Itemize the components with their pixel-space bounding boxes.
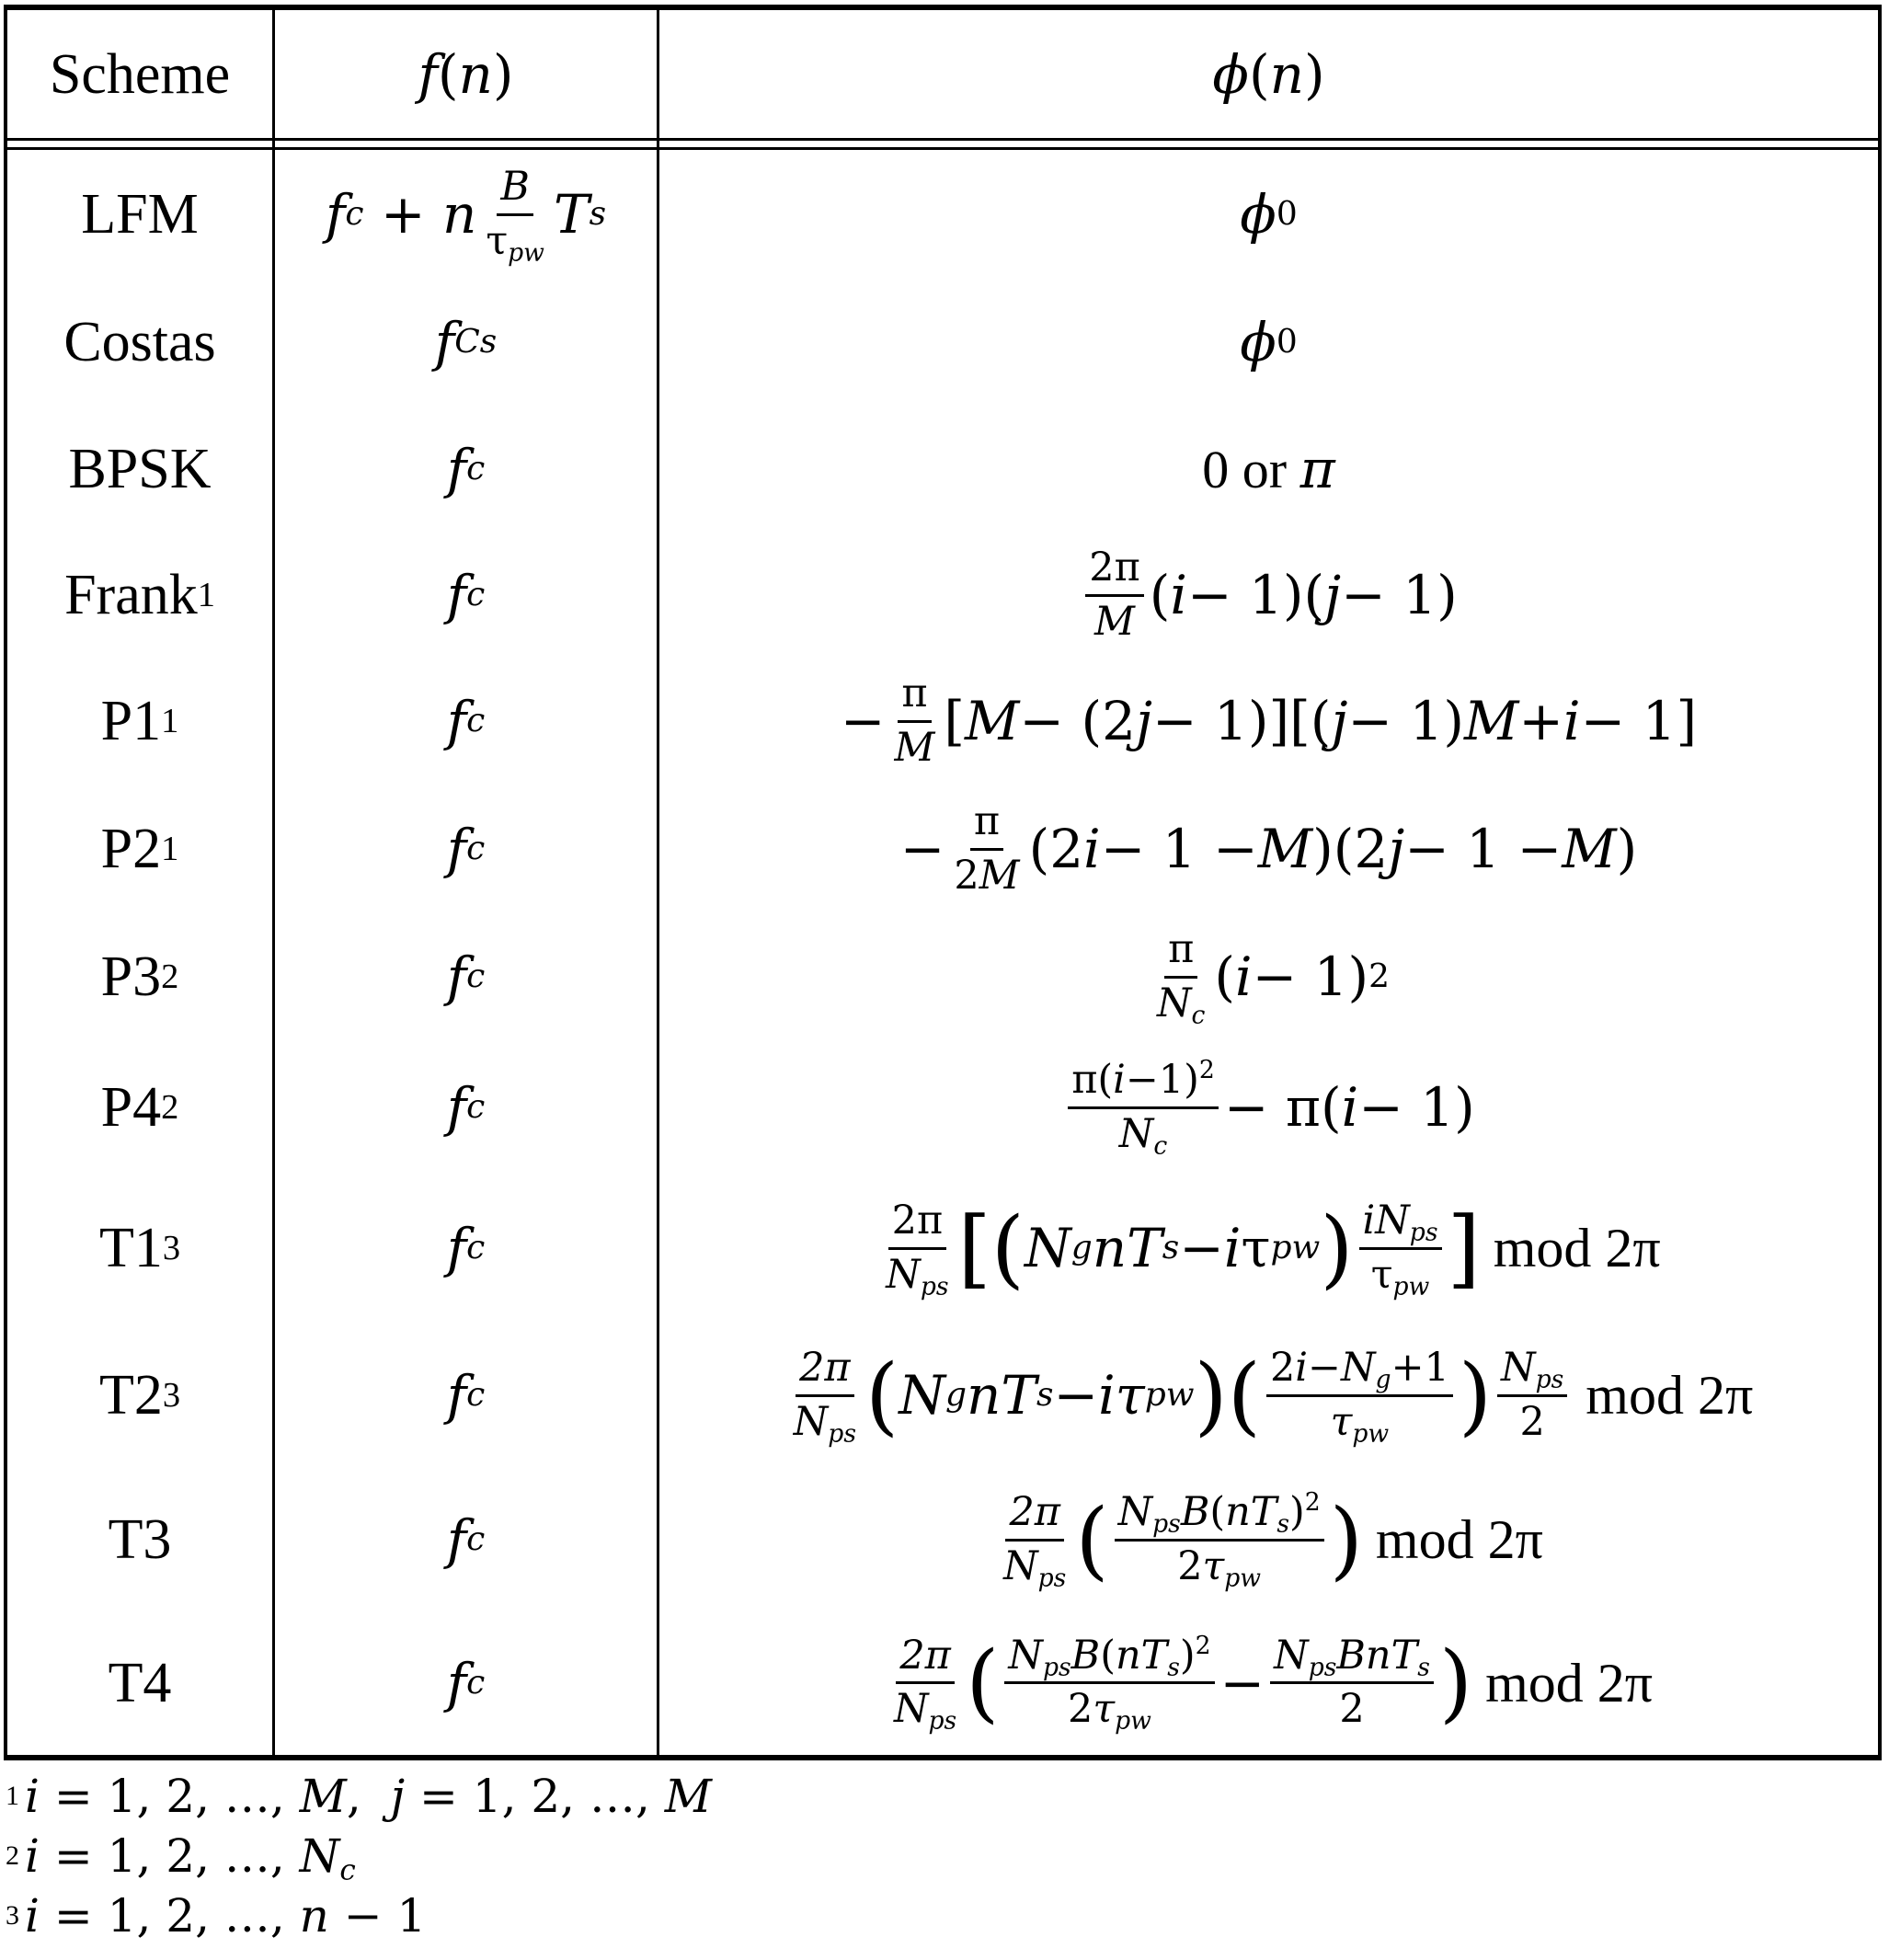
row-phi-lfm: ϕ 0 [1240,183,1298,246]
footnote-3: 3 i = 1, 2, …, n − 1 [6,1888,427,1943]
row-phi-t4: $\frac{2\pi}{N_{ps}}$ ( $\frac{N_{ps}B(nT_s)^2}{2\tau_{pw}}$ − $\frac{N_{ps}BnT_s}{2}$ ) mod 2π [893,1631,1654,1736]
row-phi-bpsk: 0 or π [1202,437,1335,500]
row-scheme-lfm: LFM [81,183,199,246]
table-border-right [1878,5,1882,1760]
row-scheme-costas: Costas [63,311,216,373]
row-f-t1: f c [446,1217,486,1279]
row-f-lfm: f c + n $\frac{B}{\tau_{pw}}$ T s [325,164,607,267]
row-f-frank: f c [446,564,486,626]
header-divider-upper [4,138,1882,141]
row-scheme-bpsk: BPSK [68,438,212,500]
row-phi-frank: $\frac{2\pi}{M}$ ( i − 1)( j − 1) [659,533,1878,658]
table-border-bottom [4,1755,1882,1760]
row-scheme-t4: T4 [108,1651,172,1714]
footnote-1: 1 i = 1, 2, …, M, j = 1, 2, …, M [6,1769,712,1823]
row-phi-p2: − $\frac{\pi}{2M}$ (2 i − 1 − M )(2 j − 1 − M ) [899,798,1638,899]
row-phi-t3: $\frac{2\pi}{N_{ps}}$ ( $\frac{N_{ps}B(nT_s)^2}{2\tau_{pw}}$ ) mod 2π [1003,1488,1543,1592]
row-scheme-t1: T1 3 [98,1217,181,1279]
header-scheme: Scheme [49,42,231,106]
row-f-t4: f c [446,1651,486,1714]
row-f-t3: f c [446,1508,486,1571]
header-phi: ϕ ( n ) [1212,42,1325,106]
row-phi-p1: − $\frac{\pi}{M}$ [ M − (2 j − 1)][( j − 1) M + i − 1] [840,671,1698,771]
row-scheme-t3: T3 [108,1508,172,1571]
row-f-p4: f c [446,1076,486,1139]
signal-scheme-table [4,5,1882,1760]
row-phi-t2: $\frac{2\pi}{N_{ps}}$ ( N g nT s − iτ pw ) ( $\frac{2i-N_g+1}{\tau_{pw}}$ ) $\frac{N_{ps}}{2}$ mod 2π [793,1345,1754,1448]
row-phi-t1: $\frac{2\pi}{N_{ps}}$ [ ( N g nT s − i τ pw ) $\frac{iN_{ps}}{\tau_{pw}}$ ] mod 2π [886,1198,1661,1301]
row-f-bpsk: f c [446,438,486,500]
row-scheme-p2: P2 1 [100,818,179,880]
row-scheme-p3: P3 2 [100,946,179,1008]
table-footnotes [6,1766,833,1945]
row-f-p3: f c [446,946,486,1008]
row-scheme-t2: T2 3 [98,1364,181,1427]
row-scheme-frank: Frank 1 [64,564,215,626]
row-f-p2: f c [446,818,486,880]
row-scheme-p4: P4 2 [100,1076,179,1139]
row-phi-p4: $\frac{\pi(i-1)^2}{N_c}$ − π( i − 1) [659,1040,1878,1175]
row-scheme-p1: P1 1 [100,690,179,752]
footnote-2: 2 i = 1, 2, …, $N_c$ [6,1828,356,1887]
row-phi-costas: ϕ 0 [1240,311,1298,373]
row-f-p1: f c [446,690,486,752]
row-f-t2: f c [446,1364,486,1427]
row-phi-p3: $\frac{\pi}{N_c}$ ( i − 1) 2 [1156,926,1391,1029]
row-f-costas: f Cs [434,311,498,373]
header-f: f ( n ) [418,42,514,106]
